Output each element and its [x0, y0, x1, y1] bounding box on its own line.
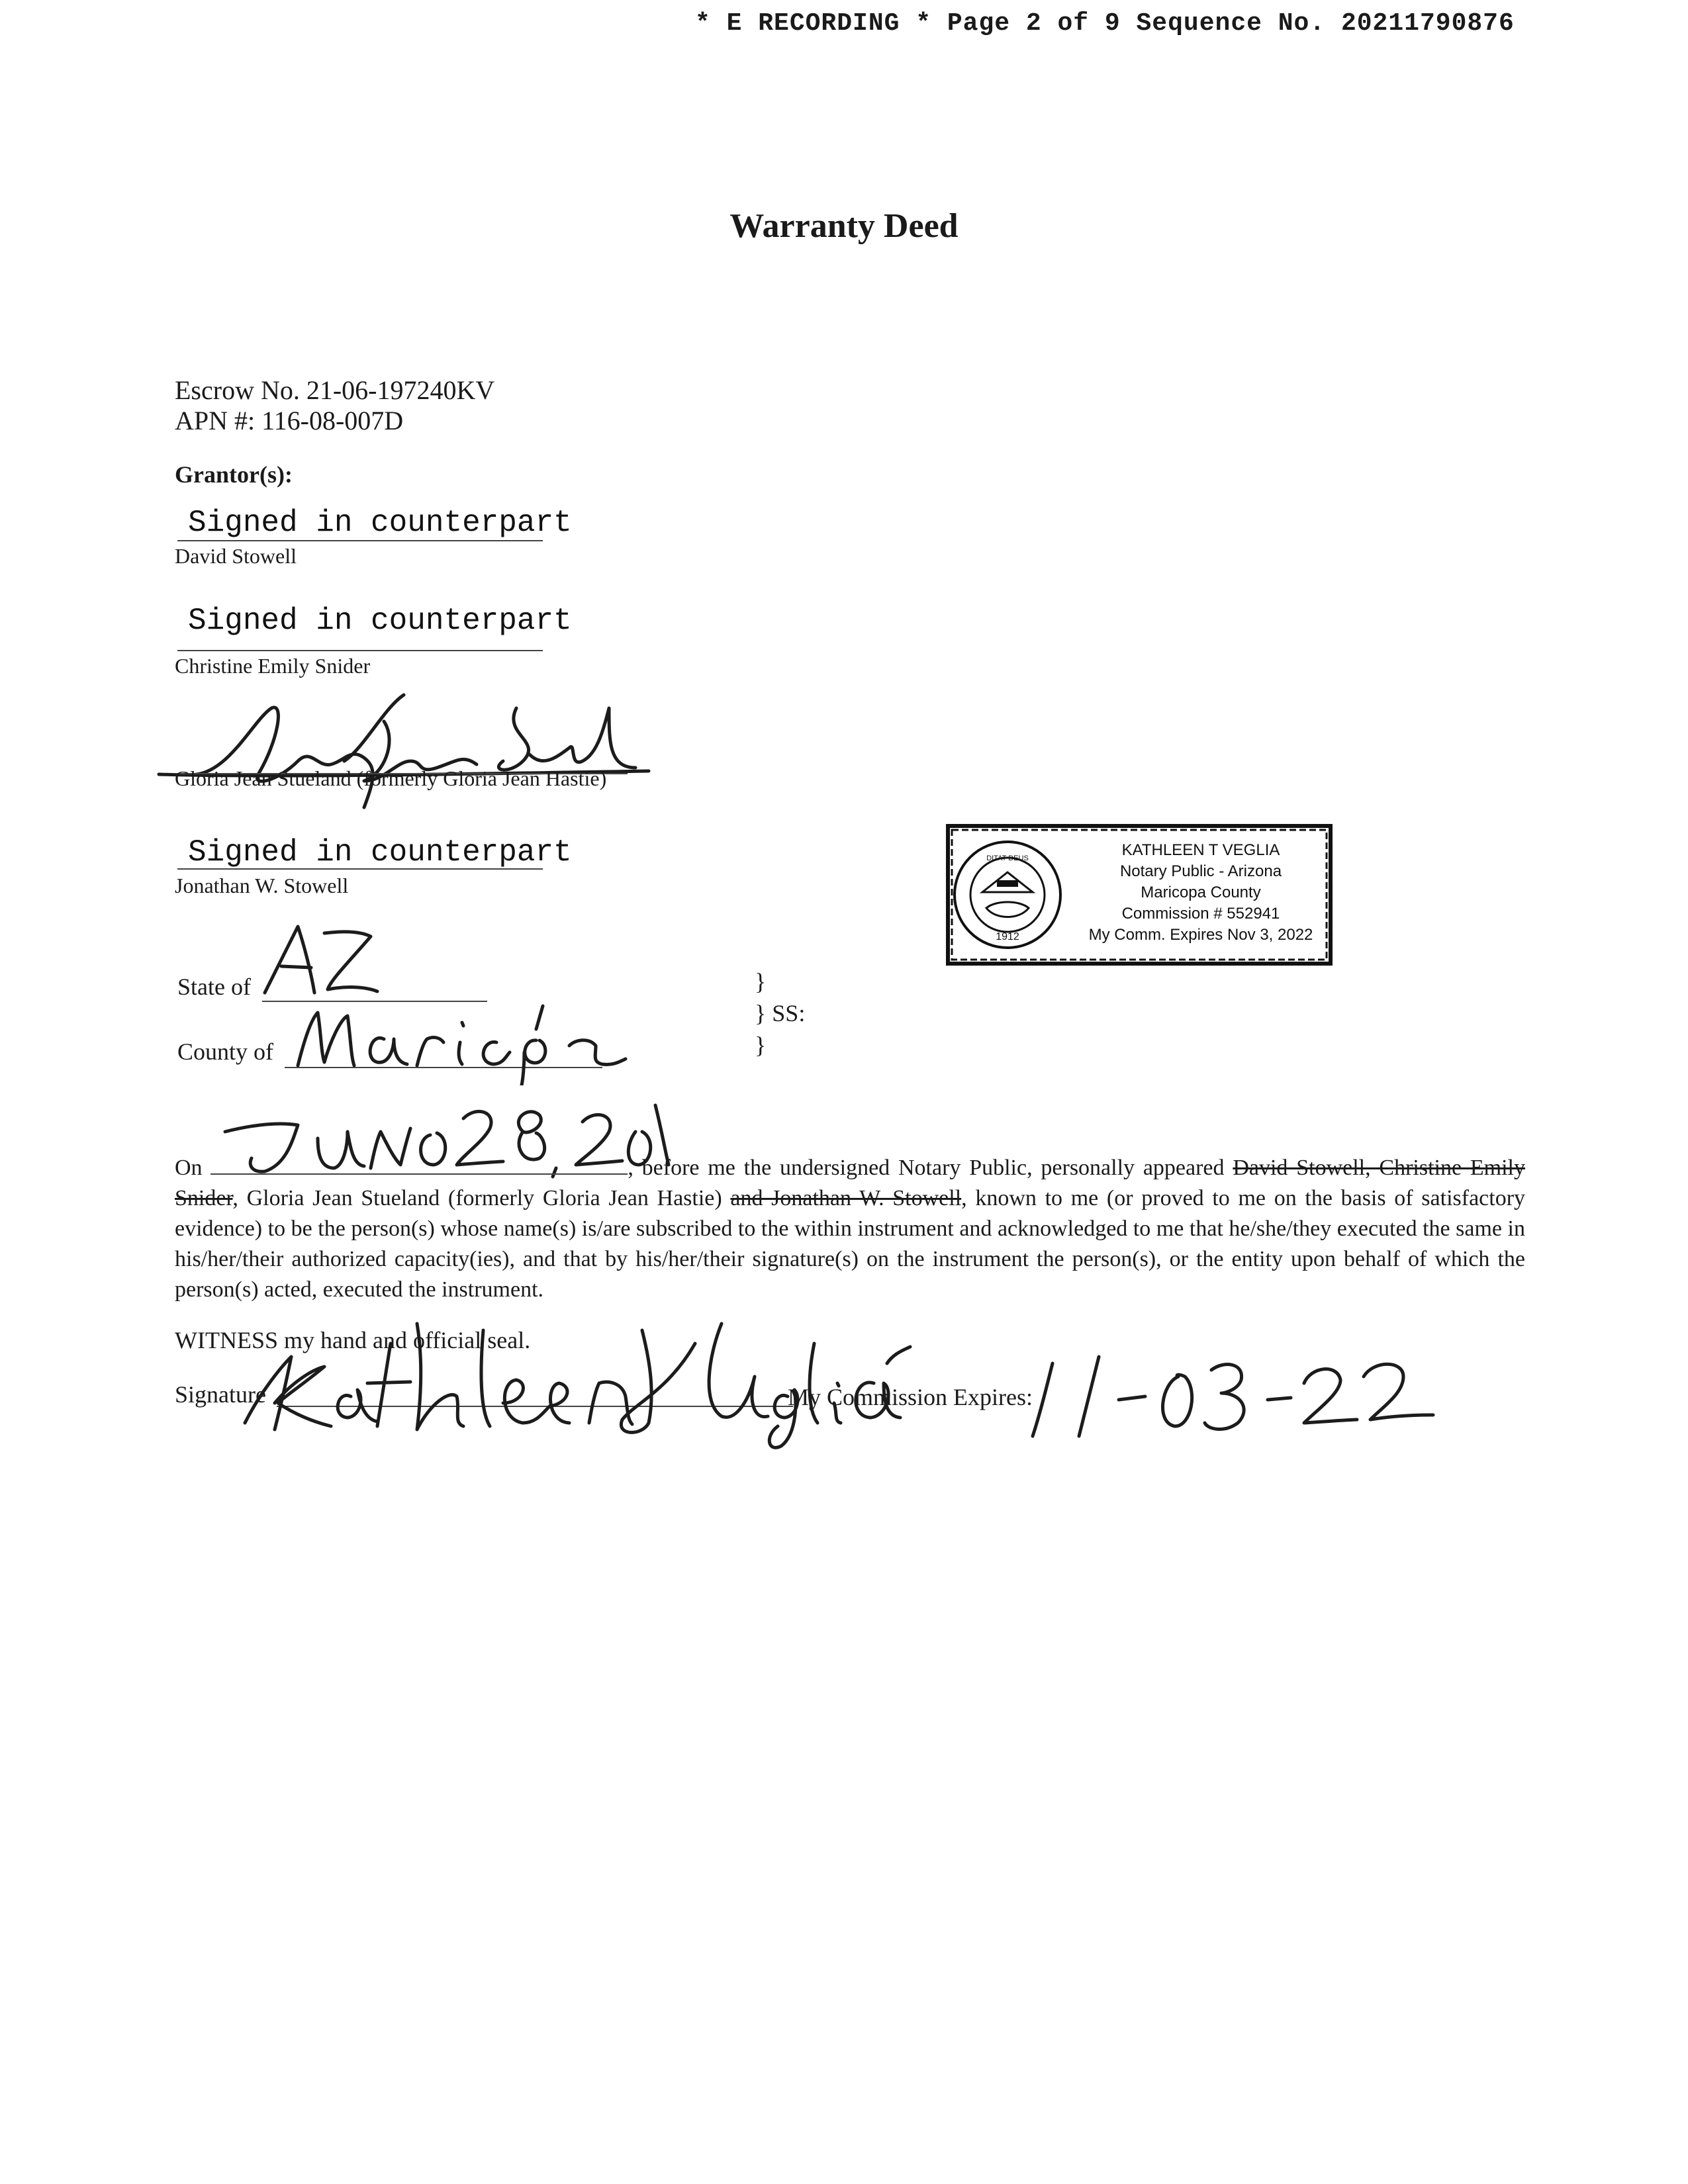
- grantor-2-signature-line: [177, 650, 543, 651]
- document-title: Warranty Deed: [729, 207, 959, 245]
- commission-expires-label: My Commission Expires:: [788, 1384, 1033, 1410]
- county-handwritten: [285, 993, 629, 1085]
- grantor-4-signature-line: [177, 868, 543, 870]
- witness-statement: WITNESS my hand and official seal.: [175, 1327, 531, 1353]
- acknowledgment-text-1: , before me the undersigned Notary Public, personally appeared: [628, 1156, 1233, 1180]
- svg-text:DITAT DEUS: DITAT DEUS: [986, 854, 1029, 862]
- notary-stamp: [943, 821, 1336, 969]
- struck-names-2: and Jonathan W. Stowell: [730, 1186, 962, 1210]
- escrow-number: Escrow No. 21-06-197240KV: [175, 375, 495, 405]
- on-label: On: [175, 1156, 203, 1180]
- venue-ss: } SS:: [755, 1000, 806, 1026]
- struck-names-1: David Stowell, Christine Emily Snider: [175, 1156, 1525, 1210]
- seal-commission: Commission # 552941: [1121, 905, 1280, 923]
- grantor-2-signed-counterpart: Signed in counterpart: [188, 604, 572, 638]
- grantor-1-signature-line: [177, 540, 543, 541]
- state-label: State of: [177, 974, 251, 1000]
- signature-label: Signature: [175, 1381, 266, 1408]
- acknowledgment-text-2: , Gloria Jean Stueland (formerly Gloria Jean Hastie): [232, 1186, 731, 1210]
- seal-notary-title: Notary Public - Arizona: [1119, 862, 1282, 880]
- grantor-heading: Grantor(s):: [175, 461, 293, 488]
- grantor-3-handwritten-signature: [146, 682, 662, 814]
- venue-brace-bottom: }: [755, 1032, 767, 1058]
- grantor-4-name: Jonathan W. Stowell: [175, 874, 349, 897]
- grantor-1-signed-counterpart: Signed in counterpart: [188, 506, 572, 540]
- venue-brace-top: }: [755, 968, 767, 995]
- seal-notary-name: KATHLEEN T VEGLIA: [1121, 841, 1280, 859]
- seal-expiration: My Comm. Expires Nov 3, 2022: [1088, 926, 1313, 944]
- svg-text:1912: 1912: [996, 931, 1019, 942]
- recording-header: * E RECORDING * Page 2 of 9 Sequence No. 20211790876: [695, 9, 1515, 38]
- grantor-2-name: Christine Emily Snider: [175, 654, 371, 678]
- county-label: County of: [177, 1038, 274, 1065]
- grantor-4-signed-counterpart: Signed in counterpart: [188, 835, 572, 870]
- grantor-1-name: David Stowell: [175, 544, 297, 568]
- state-handwritten: [252, 920, 384, 999]
- notary-handwritten-signature: [218, 1304, 953, 1456]
- acknowledgment-date-line: [211, 1154, 628, 1175]
- apn-number: APN #: 116-08-007D: [175, 406, 404, 435]
- grantor-3-name: Gloria Jean Stueland (formerly Gloria Jean Hastie): [175, 766, 607, 790]
- acknowledgment-text-3: , known to me (or proved to me on the basis of satisfactory evidence) to be the person(s) whose name(s) is/are subscribed to the within instrument and acknowledged to me that he/she/they executed the same in his/her/their authorized capacity(ies), and that by his/her/their signature(s) on the instrument the person(s), or the entity upon behalf of which the person(s) acted, executed the instrument.: [175, 1186, 1526, 1302]
- acknowledgment-paragraph: [175, 1153, 1525, 1305]
- commission-expires-handwritten: [1013, 1337, 1436, 1443]
- seal-county: Maricopa County: [1141, 884, 1261, 901]
